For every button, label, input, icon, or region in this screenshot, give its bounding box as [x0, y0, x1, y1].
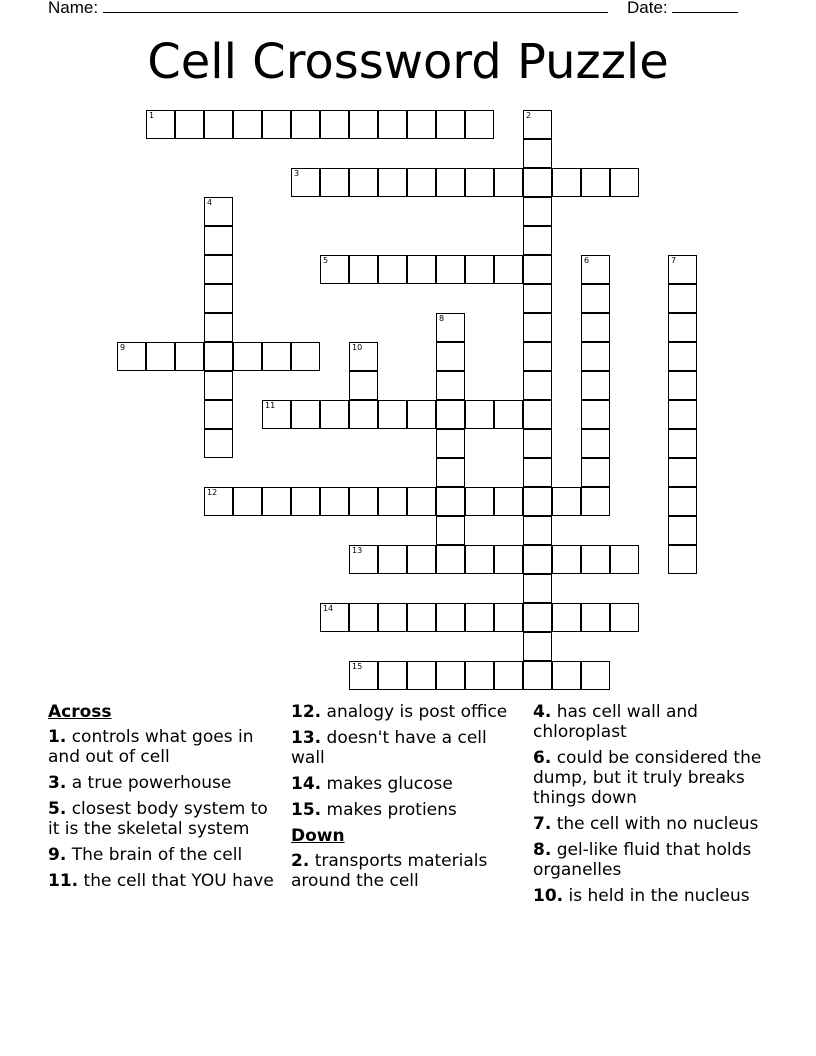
grid-cell[interactable] — [581, 458, 610, 487]
grid-cell[interactable] — [262, 400, 291, 429]
grid-cell[interactable] — [523, 487, 552, 516]
name-label: Name: — [48, 0, 99, 17]
grid-cell[interactable] — [465, 545, 494, 574]
grid-cell[interactable] — [204, 313, 233, 342]
grid-cell[interactable] — [610, 603, 639, 632]
clue-item-number: 1. — [48, 727, 67, 747]
grid-cell[interactable] — [465, 661, 494, 690]
clue-item — [48, 727, 280, 767]
grid-cell[interactable] — [581, 429, 610, 458]
grid-cell[interactable] — [349, 487, 378, 516]
clue-item-text: a true powerhouse — [66, 773, 232, 793]
across-clues-list-continued — [291, 702, 523, 820]
grid-cell[interactable] — [523, 110, 552, 139]
grid-cell[interactable] — [668, 545, 697, 574]
grid-cell[interactable] — [552, 661, 581, 690]
grid-cell[interactable] — [349, 342, 378, 371]
grid-cell[interactable] — [465, 487, 494, 516]
grid-cell[interactable] — [436, 400, 465, 429]
grid-cell[interactable] — [407, 255, 436, 284]
grid-cell[interactable] — [320, 110, 349, 139]
grid-cell[interactable] — [407, 545, 436, 574]
clue-item-text: gel-like fluid that holds organelles — [533, 840, 752, 880]
down-clues-list — [291, 851, 523, 891]
grid-cell[interactable] — [233, 342, 262, 371]
grid-cell[interactable] — [204, 284, 233, 313]
grid-cell[interactable] — [523, 255, 552, 284]
grid-cell[interactable] — [523, 458, 552, 487]
grid-cell[interactable] — [465, 603, 494, 632]
grid-cell[interactable] — [233, 110, 262, 139]
grid-cell[interactable] — [581, 371, 610, 400]
clue-number: 14 — [323, 604, 334, 613]
clue-item-text: doesn't have a cell wall — [291, 728, 487, 768]
clue-item-text: the cell that YOU have — [78, 871, 274, 891]
clue-number: 12 — [207, 488, 218, 497]
clue-item — [533, 840, 765, 880]
clue-item — [291, 702, 523, 722]
clue-item-text: has cell wall and chloroplast — [533, 702, 698, 742]
grid-cell[interactable] — [668, 313, 697, 342]
grid-cell[interactable] — [436, 168, 465, 197]
grid-cell[interactable] — [523, 342, 552, 371]
clue-item-text: analogy is post office — [321, 702, 508, 722]
clue-number: 1 — [149, 111, 155, 120]
clue-number: 13 — [352, 546, 363, 555]
clue-item-number: 11. — [48, 871, 79, 891]
grid-cell[interactable] — [523, 197, 552, 226]
grid-cell[interactable] — [494, 603, 523, 632]
clues-column-2 — [291, 702, 523, 897]
grid-cell[interactable] — [668, 400, 697, 429]
clue-number: 10 — [352, 343, 363, 352]
grid-cell[interactable] — [581, 255, 610, 284]
clue-item — [48, 845, 280, 865]
clue-item-number: 12. — [291, 702, 322, 722]
grid-cell[interactable] — [436, 487, 465, 516]
clue-item — [48, 871, 280, 891]
grid-cell[interactable] — [204, 487, 233, 516]
grid-cell[interactable] — [204, 226, 233, 255]
grid-cell[interactable] — [552, 603, 581, 632]
grid-cell[interactable] — [523, 661, 552, 690]
grid-cell[interactable] — [349, 661, 378, 690]
grid-cell[interactable] — [494, 400, 523, 429]
clue-number: 8 — [439, 314, 445, 323]
grid-cell[interactable] — [320, 168, 349, 197]
grid-cell[interactable] — [494, 545, 523, 574]
grid-cell[interactable] — [349, 168, 378, 197]
clue-number: 9 — [120, 343, 126, 352]
grid-cell[interactable] — [668, 342, 697, 371]
clue-item-text: makes glucose — [321, 774, 453, 794]
grid-cell[interactable] — [349, 255, 378, 284]
clue-item-text: controls what goes in and out of cell — [48, 727, 254, 767]
clue-item-text: transports materials around the cell — [291, 851, 488, 891]
grid-cell[interactable] — [465, 110, 494, 139]
grid-cell[interactable] — [552, 487, 581, 516]
clue-item — [48, 799, 280, 839]
clue-item — [48, 773, 280, 793]
clue-number: 11 — [265, 401, 276, 410]
grid-cell[interactable] — [436, 313, 465, 342]
grid-cell[interactable] — [291, 400, 320, 429]
clue-item-text: closest body system to it is the skeletal system — [48, 799, 268, 839]
across-heading: Across — [48, 702, 112, 722]
clue-number: 4 — [207, 198, 213, 207]
grid-cell[interactable] — [349, 400, 378, 429]
grid-cell[interactable] — [552, 545, 581, 574]
grid-cell[interactable] — [436, 661, 465, 690]
grid-cell[interactable] — [320, 400, 349, 429]
clue-item-number: 8. — [533, 840, 552, 860]
grid-cell[interactable] — [523, 284, 552, 313]
grid-cell[interactable] — [291, 168, 320, 197]
clue-item-number: 15. — [291, 800, 322, 820]
grid-cell[interactable] — [204, 400, 233, 429]
clue-item — [533, 814, 765, 834]
grid-cell[interactable] — [668, 255, 697, 284]
grid-cell[interactable] — [291, 342, 320, 371]
grid-cell[interactable] — [407, 168, 436, 197]
clue-item-text: is held in the nucleus — [563, 886, 750, 906]
clue-number: 5 — [323, 256, 329, 265]
clue-item-number: 2. — [291, 851, 310, 871]
grid-cell[interactable] — [436, 255, 465, 284]
grid-cell[interactable] — [581, 661, 610, 690]
grid-cell[interactable] — [407, 400, 436, 429]
clue-number: 2 — [526, 111, 532, 120]
grid-cell[interactable] — [204, 342, 233, 371]
grid-cell[interactable] — [494, 168, 523, 197]
grid-cell[interactable] — [407, 603, 436, 632]
grid-cell[interactable] — [494, 661, 523, 690]
clues-column-3 — [533, 702, 765, 912]
grid-cell[interactable] — [407, 661, 436, 690]
grid-cell[interactable] — [581, 545, 610, 574]
grid-cell[interactable] — [320, 255, 349, 284]
grid-cell[interactable] — [581, 313, 610, 342]
grid-cell[interactable] — [523, 168, 552, 197]
clue-item-number: 13. — [291, 728, 322, 748]
grid-cell[interactable] — [407, 110, 436, 139]
grid-cell[interactable] — [349, 110, 378, 139]
grid-cell[interactable] — [204, 371, 233, 400]
grid-cell[interactable] — [378, 168, 407, 197]
clue-item-number: 4. — [533, 702, 552, 722]
clue-item-number: 6. — [533, 748, 552, 768]
grid-cell[interactable] — [436, 371, 465, 400]
grid-cell[interactable] — [320, 603, 349, 632]
grid-cell[interactable] — [175, 110, 204, 139]
clue-item — [533, 702, 765, 742]
grid-cell[interactable] — [523, 429, 552, 458]
grid-cell[interactable] — [378, 661, 407, 690]
clue-item-text: makes protiens — [321, 800, 457, 820]
grid-cell[interactable] — [204, 255, 233, 284]
grid-cell[interactable] — [436, 545, 465, 574]
grid-cell[interactable] — [523, 139, 552, 168]
grid-cell[interactable] — [523, 313, 552, 342]
grid-cell[interactable] — [581, 603, 610, 632]
grid-cell[interactable] — [436, 110, 465, 139]
clue-number: 3 — [294, 169, 300, 178]
grid-cell[interactable] — [523, 574, 552, 603]
grid-cell[interactable] — [465, 400, 494, 429]
clue-item-number: 14. — [291, 774, 322, 794]
grid-cell[interactable] — [262, 487, 291, 516]
grid-cell[interactable] — [523, 632, 552, 661]
grid-cell[interactable] — [378, 603, 407, 632]
grid-cell[interactable] — [494, 255, 523, 284]
grid-cell[interactable] — [581, 342, 610, 371]
grid-cell[interactable] — [581, 168, 610, 197]
grid-cell[interactable] — [523, 226, 552, 255]
clue-item-number: 10. — [533, 886, 564, 906]
grid-cell[interactable] — [581, 487, 610, 516]
grid-cell[interactable] — [378, 545, 407, 574]
grid-cell[interactable] — [349, 371, 378, 400]
grid-cell[interactable] — [117, 342, 146, 371]
clues-column-1 — [48, 702, 280, 897]
grid-cell[interactable] — [349, 603, 378, 632]
grid-cell[interactable] — [436, 429, 465, 458]
grid-cell[interactable] — [320, 487, 349, 516]
grid-cell[interactable] — [407, 487, 436, 516]
clue-item — [291, 800, 523, 820]
clue-item — [291, 774, 523, 794]
grid-cell[interactable] — [436, 342, 465, 371]
clue-item-text: could be considered the dump, but it truly breaks things down — [533, 748, 762, 808]
clue-item-number: 3. — [48, 773, 67, 793]
clue-item — [291, 851, 523, 891]
grid-cell[interactable] — [378, 400, 407, 429]
grid-cell[interactable] — [668, 458, 697, 487]
grid-cell[interactable] — [668, 487, 697, 516]
grid-cell[interactable] — [436, 458, 465, 487]
grid-cell[interactable] — [465, 168, 494, 197]
clue-item-text: The brain of the cell — [66, 845, 243, 865]
date-label: Date: — [627, 0, 668, 17]
grid-cell[interactable] — [146, 110, 175, 139]
grid-cell[interactable] — [204, 429, 233, 458]
grid-cell[interactable] — [291, 110, 320, 139]
grid-cell[interactable] — [610, 545, 639, 574]
grid-cell[interactable] — [494, 487, 523, 516]
across-clues-list — [48, 727, 280, 891]
grid-cell[interactable] — [291, 487, 320, 516]
clue-item — [533, 886, 765, 906]
clue-item — [533, 748, 765, 808]
grid-cell[interactable] — [146, 342, 175, 371]
down-clues-list-continued — [533, 702, 765, 906]
page-title: Cell Crossword Puzzle — [147, 34, 669, 90]
grid-cell[interactable] — [175, 342, 204, 371]
grid-cell[interactable] — [523, 516, 552, 545]
grid-cell[interactable] — [465, 255, 494, 284]
clue-item — [291, 728, 523, 768]
grid-cell[interactable] — [436, 516, 465, 545]
grid-cell[interactable] — [581, 400, 610, 429]
clue-number: 7 — [671, 256, 677, 265]
grid-cell[interactable] — [668, 371, 697, 400]
grid-cell[interactable] — [349, 545, 378, 574]
grid-cell[interactable] — [523, 545, 552, 574]
grid-cell[interactable] — [610, 168, 639, 197]
grid-cell[interactable] — [262, 110, 291, 139]
grid-cell[interactable] — [204, 197, 233, 226]
clue-item-number: 5. — [48, 799, 67, 819]
down-heading: Down — [291, 826, 345, 846]
grid-cell[interactable] — [378, 110, 407, 139]
clue-number: 15 — [352, 662, 363, 671]
grid-cell[interactable] — [668, 429, 697, 458]
grid-cell[interactable] — [436, 603, 465, 632]
grid-cell[interactable] — [204, 110, 233, 139]
grid-cell[interactable] — [581, 284, 610, 313]
grid-cell[interactable] — [668, 516, 697, 545]
clue-item-text: the cell with no nucleus — [551, 814, 759, 834]
clue-item-number: 7. — [533, 814, 552, 834]
clue-item-number: 9. — [48, 845, 67, 865]
grid-cell[interactable] — [668, 284, 697, 313]
grid-cell[interactable] — [262, 342, 291, 371]
grid-cell[interactable] — [523, 400, 552, 429]
grid-cell[interactable] — [523, 603, 552, 632]
grid-cell[interactable] — [523, 371, 552, 400]
grid-cell[interactable] — [552, 168, 581, 197]
grid-cell[interactable] — [378, 487, 407, 516]
clue-number: 6 — [584, 256, 590, 265]
grid-cell[interactable] — [378, 255, 407, 284]
grid-cell[interactable] — [233, 487, 262, 516]
